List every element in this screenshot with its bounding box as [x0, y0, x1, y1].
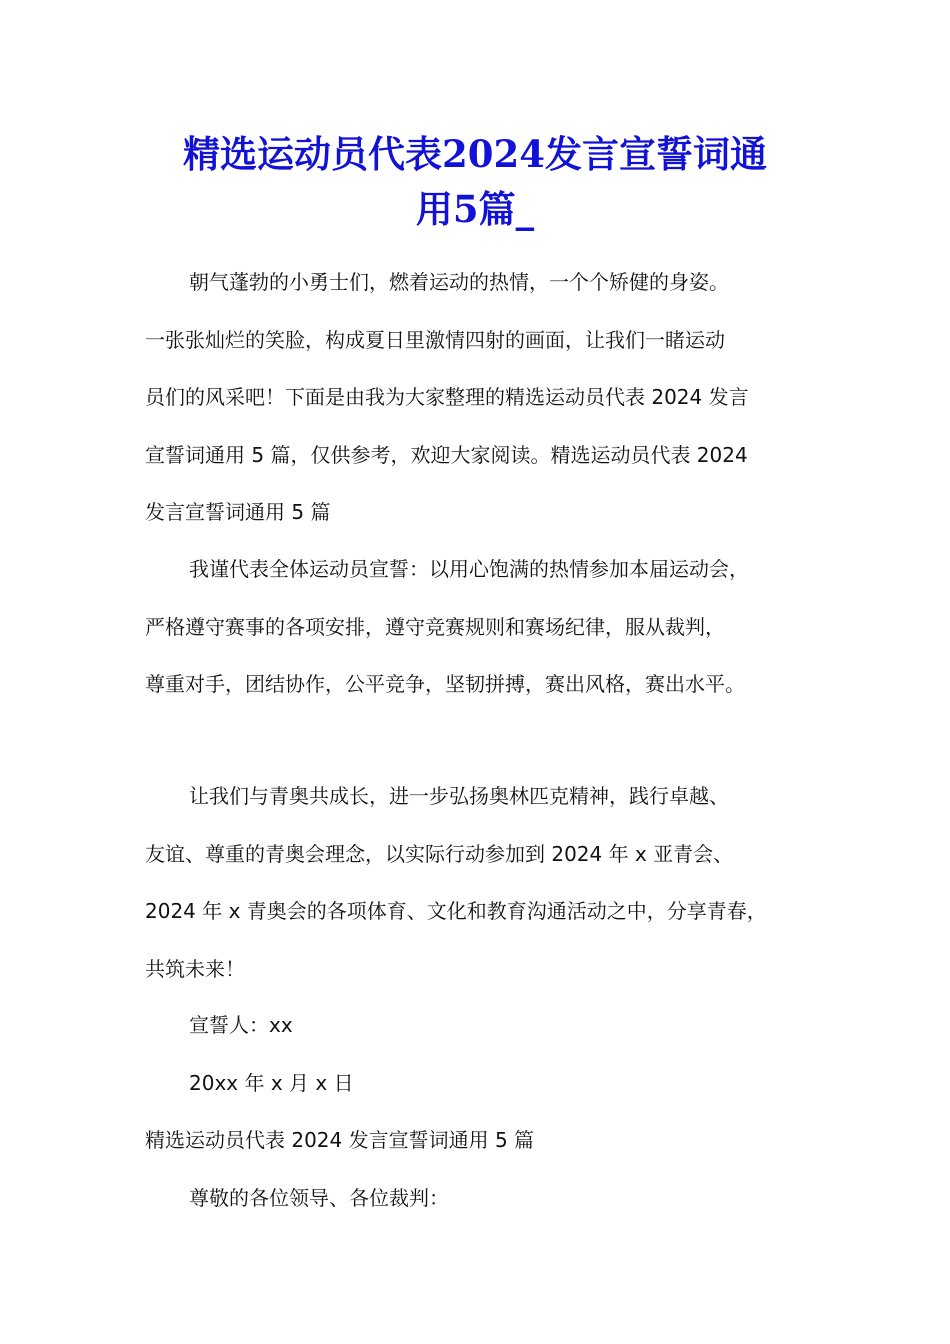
intro-line-4: 宣誓词通用 5 篇，仅供参考，欢迎大家阅读。精选运动员代表 2024: [145, 442, 748, 467]
oath-line-3: 尊重对手，团结协作，公平竞争，坚韧拼搏，赛出风格，赛出水平。: [145, 672, 745, 696]
youth-line-4: 共筑未来！: [145, 956, 245, 981]
document-title: [100, 127, 850, 237]
intro-paragraph: [145, 254, 825, 542]
intro-line-2: 一张张灿烂的笑脸，构成夏日里激情四射的画面，让我们一睹运动: [145, 327, 725, 352]
signature-block: [145, 997, 825, 1227]
youth-line-3: 2024 年 x 青奥会的各项体育、文化和教育沟通活动之中，分享青春，: [145, 899, 767, 923]
greeting-line: 尊敬的各位领导、各位裁判：: [189, 1185, 449, 1210]
intro-line-1: 朝气蓬勃的小勇士们，燃着运动的热情，一个个矫健的身姿。: [189, 270, 729, 294]
youth-line-2: 友谊、尊重的青奥会理念，以实际行动参加到 2024 年 x 亚青会、: [145, 841, 734, 866]
intro-line-3: 员们的风采吧！下面是由我为大家整理的精选运动员代表 2024 发言: [145, 385, 749, 409]
youth-line-1: 让我们与青奥共成长，进一步弘扬奥林匹克精神，践行卓越、: [189, 784, 729, 808]
oath-line-2: 严格遵守赛事的各项安排，遵守竞赛规则和赛场纪律，服从裁判，: [145, 614, 725, 639]
youth-paragraph: [145, 768, 825, 998]
oath-line-1: 我谨代表全体运动员宣誓：以用心饱满的热情参加本届运动会，: [189, 557, 749, 581]
title-line-2: 用5篇_: [415, 187, 535, 231]
title-line-1: 精选运动员代表2024发言宣誓词通: [183, 132, 767, 176]
signer-line: 宣誓人：xx: [189, 1013, 293, 1037]
section-heading: 精选运动员代表 2024 发言宣誓词通用 5 篇: [145, 1128, 535, 1152]
intro-line-5: 发言宣誓词通用 5 篇: [145, 500, 331, 524]
oath-paragraph: [145, 541, 825, 714]
date-line: 20xx 年 x 月 x 日: [189, 1070, 354, 1095]
